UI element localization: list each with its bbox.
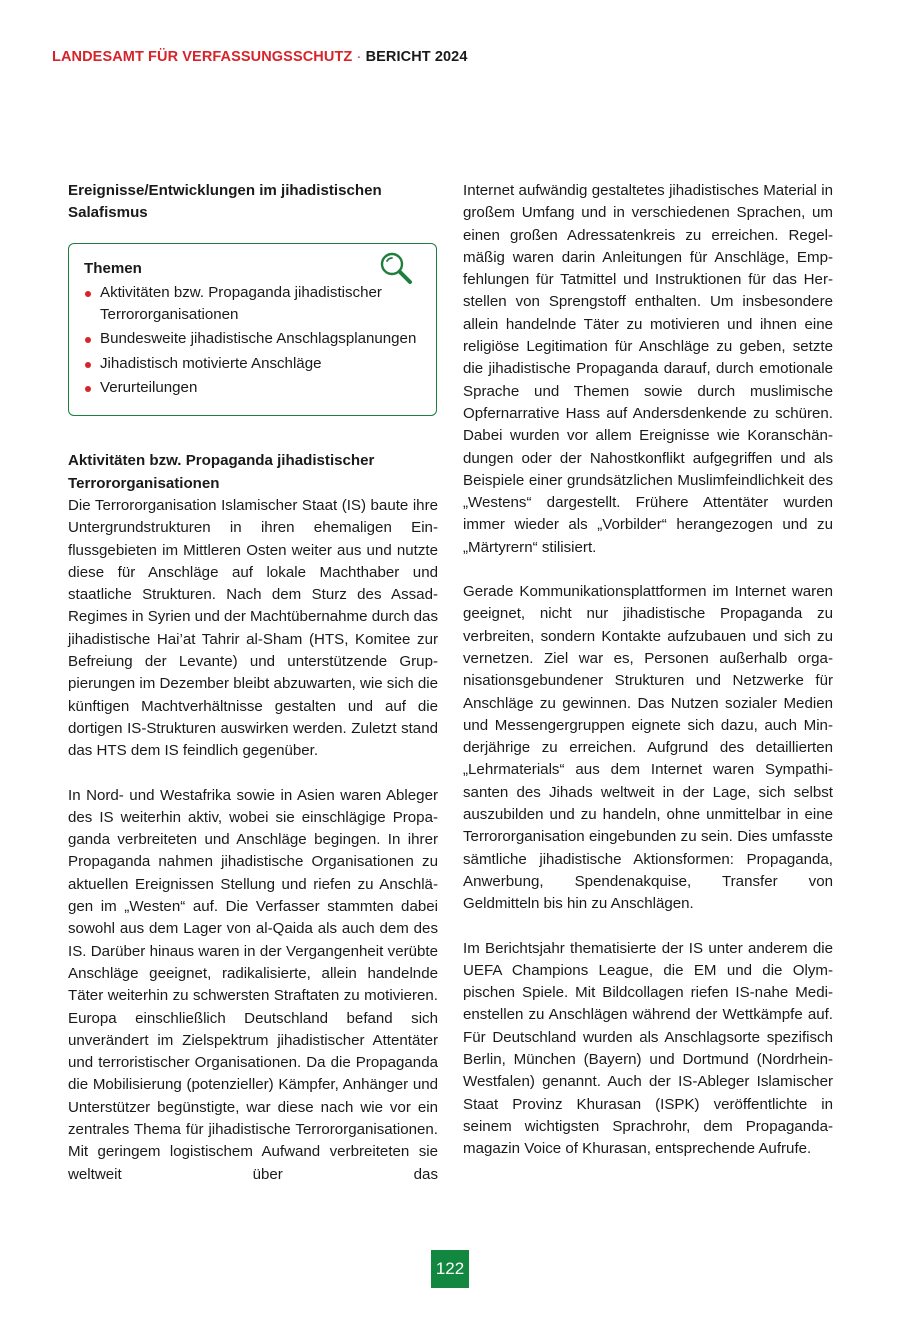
themen-title: Themen <box>84 259 142 277</box>
themen-list <box>84 282 422 399</box>
bullet-icon <box>85 291 91 297</box>
search-icon <box>378 250 414 286</box>
themen-item-text: Jihadistisch motivierte Anschläge <box>100 354 322 372</box>
paragraph-3: Gerade Kommunikationsplattformen im Internet waren geeignet, nicht nur jihadistische Propaganda zu verbreiten, sondern Kontakte aufzubauen und sich zu vernetzen. Ziel war es, Personen außerhalb organisationsgebundener Strukturen und Netzwerke für Anschläge zu gewinnen. Das Nutzen sozialer Medien und Messengergruppen eignete sich dazu, auch Minderjährige zu erreichen. Aufgrund des detaillierten „Lehrmaterials“ aus dem Internet waren Sympathisanten des Jihads weltweit in der Lage, sich selbst auszubilden und zu handeln, ohne unmittelbar in eine Terrororganisation eingebunden zu sein. Dies umfasste sämtliche jihadistische Aktionsformen: Propaganda, Anwerbung, Spendenakquise, Transfer von Geldmitteln bis hin zu Anschlägen. <box>463 583 833 913</box>
bullet-icon <box>85 362 91 368</box>
left-column <box>68 180 438 1186</box>
paragraph-2-part-2: Internet aufwändig gestaltetes jihadistisches Material in großem Umfang und in verschiedenen Sprachen, um einen großen Adressatenkreis zu erreichen. Regelmäßig waren darin Anleitungen für Anschläge, Empfehlungen für Tatmittel und Instruktionen für das Herstellen von Sprengstoff enthalten. Um insbesondere allein handelnde Täter zu motivieren und ihnen eine religiöse Legitimation für Anschläge zu geben, setzte die jihadistische Propaganda darauf, durch emotionale Sprache und Themen sowie durch muslimische Opfernarrative Hass auf Andersdenkende zu schüren. Dabei wurden vor allem Ereignisse wie Koranschändungen oder der Nahostkonflikt aufgegriffen und als Beispiele einer grundsätzlichen Muslimfeindlichkeit des „Westens“ dargestellt. Frühere Attentäter wurden immer wieder als „Vorbilder“ herangezogen und zu „Märtyrern“ stilisiert. <box>463 182 833 556</box>
bullet-icon <box>85 337 91 343</box>
header-org: LANDESAMT FÜR VERFASSUNGSSCHUTZ <box>52 49 353 65</box>
paragraph-2-part-1: In Nord- und Westafrika sowie in Asien waren Ableger des IS weiterhin aktiv, wobei sie einschlägige Propaganda verbreiteten und Anschläge begingen. In ihrer Propaganda nahmen jihadistische Organisationen zu aktuellen Ereignissen Stellung und riefen zu Anschlägen im „Westen“ auf. Die Verfasser stammten dabei sowohl aus dem Lager von al-Qaida als auch dem des IS. Darüber hinaus waren in der Vergangenheit verübte Anschläge geeignet, radikalisierte, allein handelnde Täter weiterhin zu schwersten Straftaten zu motivieren. Europa einschließlich Deutschland befand sich unverändert im Zielspektrum jihadistischer Attentäter und terroristischer Organisationen. Da die Propaganda die Mobilisierung (potenzieller) Kämpfer, Anhänger und Unterstützer begünstigte, war diese nach wie vor ein zentrales Thema für jihadistische Terrororganisationen. Mit geringem logistischem Aufwand verbreiteten sie weltweit über das <box>68 786 438 1183</box>
themen-item-text: Aktivitäten bzw. Propaganda jihadistischer Terrororganisationen <box>100 283 382 324</box>
themen-box <box>68 243 437 417</box>
themen-item <box>84 328 422 350</box>
themen-item-text: Bundesweite jihadistische Anschlagsplanungen <box>100 330 417 348</box>
header-separator: · <box>356 49 362 65</box>
bullet-icon <box>85 386 91 392</box>
themen-item <box>84 377 422 399</box>
header-report: BERICHT 2024 <box>365 49 468 65</box>
right-column <box>463 180 833 1160</box>
paragraph-4: Im Berichtsjahr thematisierte der IS unter anderem die UEFA Champions League, die EM und die Olympischen Spiele. Mit Bildcollagen riefen IS-nahe Medienstellen zu Anschlägen während der Wettkämpfe auf. Für Deutschland wurden als Anschlagsorte spezifisch Berlin, München (Bayern) und Dortmund (Nordrhein-Westfalen) genannt. Auch der IS-Ableger Islamischer Staat Provinz Khurasan (ISPK) veröffentlichte in seinem wichtigsten Sprachrohr, dem Propagandamagazin Voice of Khurasan, entsprechende Aufrufe. <box>463 939 833 1158</box>
subsection-heading: Aktivitäten bzw. Propaganda jihadistischer Terrororganisationen <box>68 452 375 492</box>
section-heading: Ereignisse/Entwicklungen im jihadistischen Salafismus <box>68 182 382 222</box>
themen-item <box>84 282 422 327</box>
themen-item-text: Verurteilungen <box>100 379 198 397</box>
themen-item <box>84 353 422 375</box>
page-number: 122 <box>431 1250 469 1288</box>
paragraph-1: Die Terrororganisation Islamischer Staat (IS) baute ihre Untergrundstrukturen in ihren ehemaligen Einflussgebieten im Mittleren Osten weiter aus und nutzte diese für Anschläge auf lokale Machthaber und staatliche Strukturen. Nach dem Sturz des Assad-Regimes in Syrien und der Machtübernahme durch das jihadistische Hai’at Tahrir al-Sham (HTS, Komitee zur Befreiung der Levante) und unterstützende Gruppierungen im Dezember bleibt abzuwarten, wie sich die künftigen Machtverhältnisse gestalten und auf die dortigen IS-Strukturen auswirken werden. Zuletzt stand das HTS dem IS feindlich gegenüber. <box>68 496 438 760</box>
running-header <box>52 49 468 65</box>
